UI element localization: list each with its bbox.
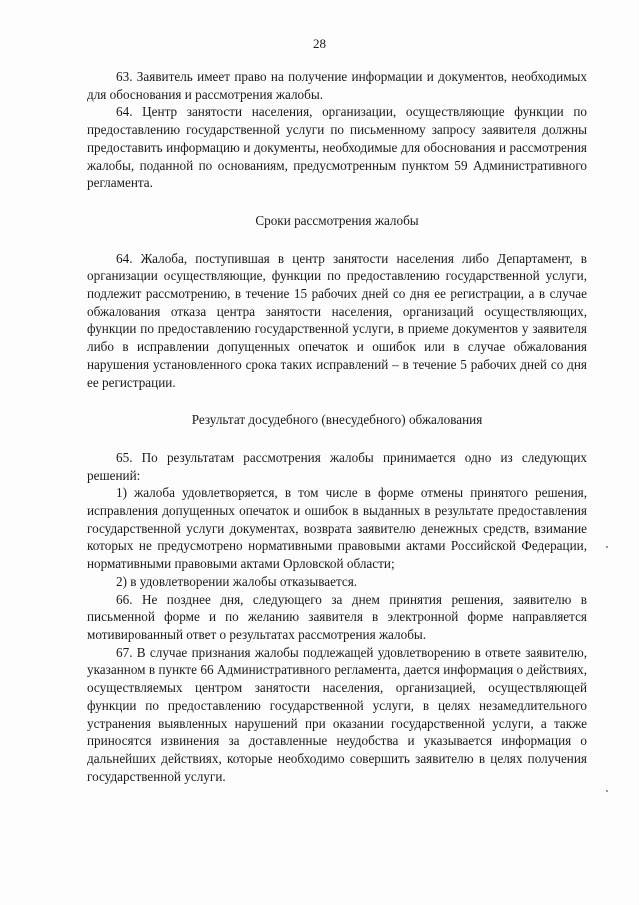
paragraph-64-complaint-terms: 64. Жалоба, поступившая в центр занятости населения либо Департамент, в организации осуществляющие, функции по предоставлению государственной услуги, подлежит рассмотрению, в течение 15 рабочих дней со дня ее регистрации, а в случае обжалования отказа центра занятости населения, организаций осуществляющих, функции по предоставлению государственной услуги, в приеме документов у заявителя либо в исправлении допущенных опечаток и ошибок или в случае обжалования нарушения установленного срока таких исправлений – в течение 5 рабочих дней со дня ее регистрации.	[87, 250, 587, 390]
paragraph-63: 63. Заявитель имеет право на получение информации и документов, необходимых для обоснования и рассмотрения жалобы.	[87, 69, 587, 102]
paragraph-66: 66. Не позднее дня, следующего за днем принятия решения, заявителю в письменной форме и по желанию заявителя в электронной форме направляется мотивированный ответ о результатах рассмотрения жалобы.	[87, 591, 587, 642]
list-item-decision-1: 1) жалоба удовлетворяется, в том числе в форме отмены принятого решения, исправления допущенных опечаток и ошибок в выданных в результате предоставления государственной услуги документах, возврата заявителю денежных средств, взимание которых не предусмотрено нормативными правовыми актами Российской Федерации, нормативными правовыми актами Орловской области;	[87, 485, 587, 572]
paragraph-64-documents: 64. Центр занятости населения, организации, осуществляющие функции по предоставлению государственной услуги по письменному запросу заявителя должны предоставить информацию и документы, необходимые для обоснования и рассмотрения жалобы, поданной по основаниям, предусмотренным пунктом 59 Административного регламента.	[87, 104, 587, 191]
paragraph-65: 65. По результатам рассмотрения жалобы принимается одно из следующих решений:	[87, 449, 587, 483]
list-item-decision-2: 2) в удовлетворении жалобы отказывается.	[116, 573, 358, 589]
scan-speck	[606, 790, 608, 792]
paragraph-67: 67. В случае признания жалобы подлежащей удовлетворению в ответе заявителю, указанном в пункте 66 Административного регламента, дается информация о действиях, осуществляемых центром занятости населения, организацией, осуществляющей функции по предоставлению государственной услуги, в целях незамедлительного устранения выявленных нарушений при оказании государственной услуги, а также приносятся извинения за доставленные неудобства и указывается информация о дальнейших действиях, которые необходимо совершить заявителю в целях получения государственной услуги.	[87, 644, 587, 784]
scan-speck	[606, 546, 608, 548]
section-heading-appeal-result: Результат досудебного (внесудебного) обжалования	[191, 412, 483, 428]
section-heading-complaint-terms: Сроки рассмотрения жалобы	[255, 212, 419, 228]
page-number: 28	[313, 36, 326, 51]
document-body	[87, 68, 587, 785]
